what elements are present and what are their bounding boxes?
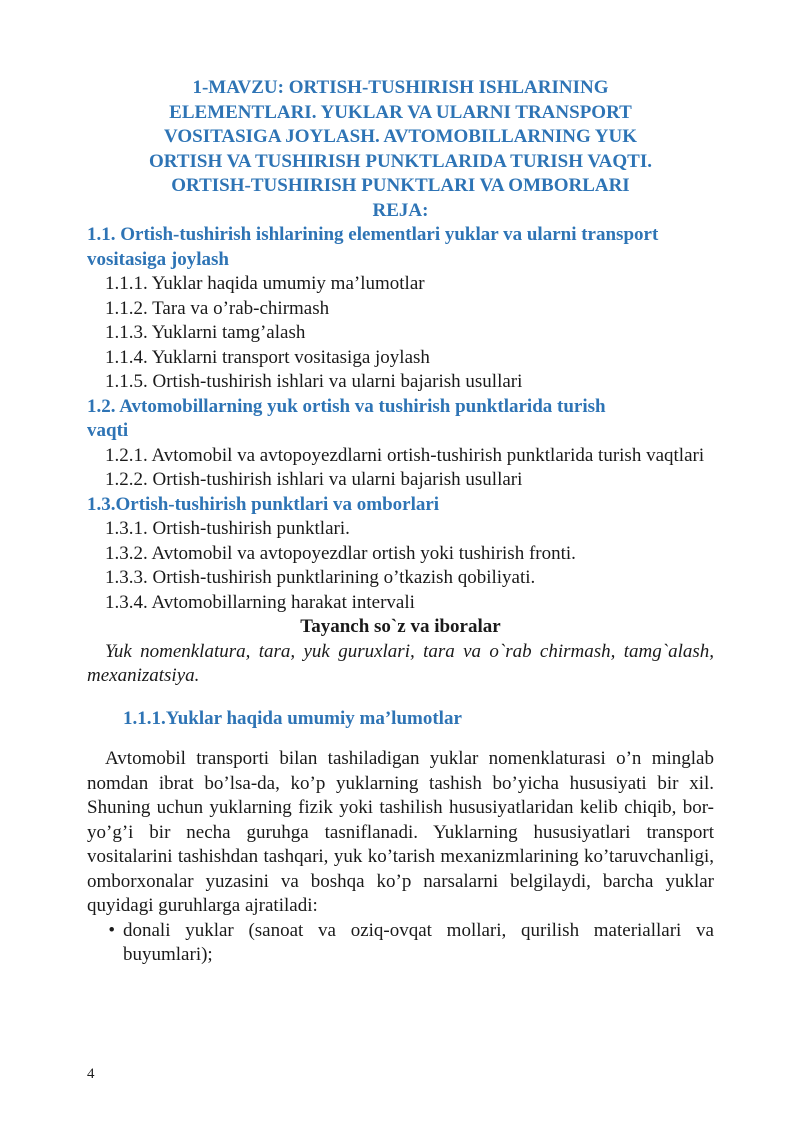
plan-item: 1.2.1. Avtomobil va avtopoyezdlarni ortish-tushirish punktlarida turish vaqtlari (105, 444, 705, 466)
bullet-icon: • (108, 919, 115, 941)
bullet-text: donali yuklar (sanoat va oziq-ovqat mollari, qurilish materiallari va buyumlari); (123, 919, 714, 965)
plan-section-1 (87, 223, 714, 395)
document-title: 1-MAVZU: ORTISH-TUSHIRISH ISHLARINING ELEMENTLARI. YUKLAR VA ULARNI TRANSPORT VOSITASIGA JOYLASH. AVTOMOBILLARNING YUK ORTISH VA TUSHIRISH PUNKTLARIDA TURISH VAQTI. ORTISH-TUSHIRISH PUNKTLARI VA OMBORLARI (148, 77, 652, 196)
plan-section-2 (87, 395, 714, 493)
section-heading: 1.3.Ortish-tushirish punktlari va omborlari (87, 493, 440, 515)
document-page (87, 76, 714, 968)
plan-heading: REJA: (372, 199, 429, 221)
plan-section-3 (87, 493, 714, 616)
page-number: 4 (87, 1066, 95, 1082)
body-paragraph: Avtomobil transporti bilan tashiladigan yuklar nomenklaturasi o’n minglab nomdan ibrat bo’lsa-da, ko’p yuklarning tashish bo’yicha hususiyati bir xil. Shuning uchun yuklarning fizik yoki tashilish hususiyatlaridan kelib chiqib, bor-yo’g’i bir necha guruhga tasniflanadi. Yuklarning hususiyatlari transport vositalarini tashishdan tashqari, yuk ko’tarish mexanizmlarining ko’taruvchanligi, omborxonalar yuzasini va boshqa ko’p narsalarni belgilaydi, barcha yuklar quyidagi guruhlarga ajratiladi: (87, 748, 714, 916)
plan-item: 1.1.3. Yuklarni tamg’alash (105, 322, 306, 343)
subsection-title: 1.1.1.Yuklar haqida umumiy ma’lumotlar (123, 707, 462, 729)
plan-item: 1.1.5. Ortish-tushirish ishlari va ularni bajarish usullari (105, 371, 523, 392)
plan-item: 1.2.2. Ortish-tushirish ishlari va ularni bajarish usullari (105, 469, 523, 490)
plan-item: 1.1.1. Yuklar haqida umumiy ma’lumotlar (105, 273, 425, 294)
plan-item: 1.3.2. Avtomobil va avtopoyezdlar ortish yoki tushirish fronti. (105, 542, 576, 564)
keywords-text: Yuk nomenklatura, tara, yuk guruxlari, tara va o`rab chirmash, tamg`alash, mexanizatsiya. (87, 640, 714, 686)
section-heading: 1.1. Ortish-tushirish ishlarining elementlari yuklar va ularni transport vositasiga joylash (87, 224, 659, 270)
bullet-list-item (87, 919, 714, 968)
keywords-heading: Tayanch so`z va iboralar (300, 616, 501, 637)
plan-item: 1.3.4. Avtomobillarning harakat intervali (105, 591, 415, 613)
plan-item: 1.1.4. Yuklarni transport vositasiga joylash (105, 346, 430, 368)
section-heading: 1.2. Avtomobillarning yuk ortish va tushirish punktlarida turish vaqti (87, 395, 606, 441)
plan-item: 1.1.2. Tara va o’rab-chirmash (105, 297, 330, 319)
plan-item: 1.3.1. Ortish-tushirish punktlari. (105, 518, 350, 539)
plan-item: 1.3.3. Ortish-tushirish punktlarining o’tkazish qobiliyati. (105, 567, 536, 588)
